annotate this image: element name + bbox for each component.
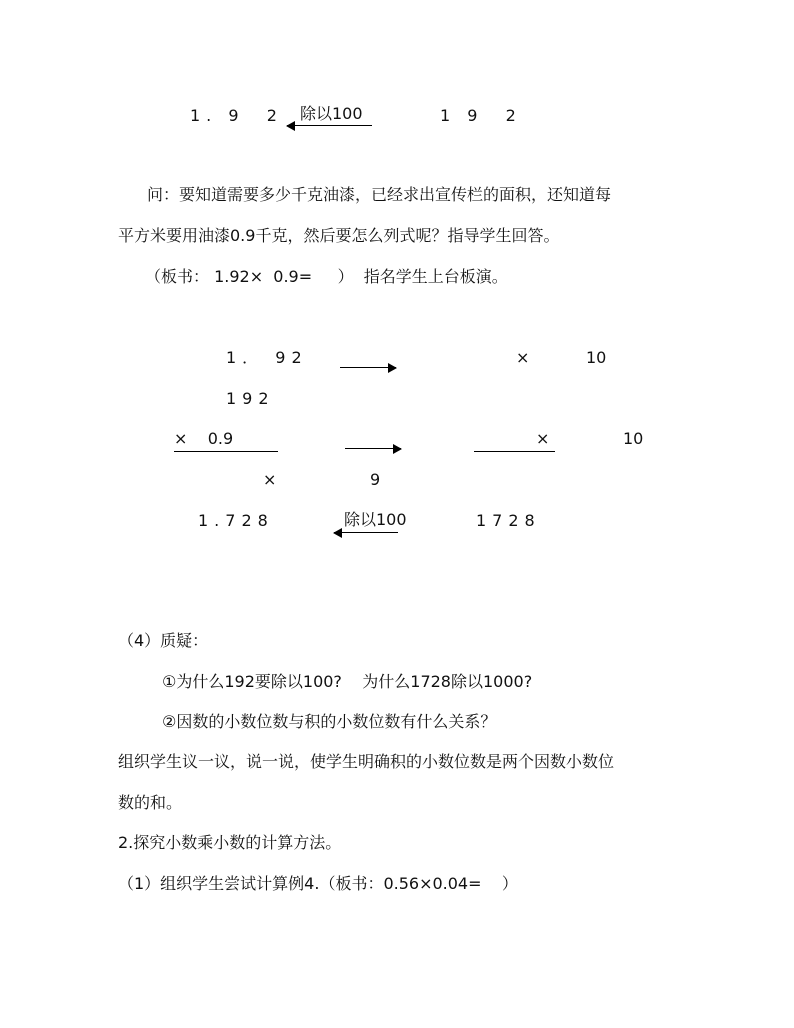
example-4-item: （1）组织学生尝试计算例4.（板书：0.56×0.04= ） xyxy=(118,874,518,893)
multiplier-10-b: 10 xyxy=(623,429,644,448)
multiplier-9: 9 xyxy=(370,470,381,489)
discussion-paragraph-line-1: 组织学生议一议，说一说，使学生明确积的小数位数是两个因数小数位 xyxy=(118,752,615,771)
calc-underline-left xyxy=(174,451,278,452)
times-sign: × xyxy=(536,429,550,448)
factor-1-92-text: 1. 9 2 xyxy=(190,106,283,125)
integer-192-text: 1 9 2 xyxy=(440,106,522,125)
product-1728: 1728 xyxy=(476,511,541,530)
question-1: ①为什么192要除以100? 为什么1728除以1000? xyxy=(162,672,533,691)
product-1-728: 1.728 xyxy=(198,511,274,530)
question-2: ②因数的小数位数与积的小数位数有什么关系？ xyxy=(162,712,497,731)
discussion-paragraph-line-2: 数的和。 xyxy=(118,793,183,812)
multiplier-10-a: 10 xyxy=(586,348,607,367)
right-arrow-icon xyxy=(345,443,401,455)
right-arrow-icon xyxy=(340,362,396,374)
left-arrow-icon xyxy=(334,527,398,539)
board-note-1: （板书： 1.92× 0.9= ） 指名学生上台板演。 xyxy=(145,267,508,286)
question-paragraph-line-1: 问：要知道需要多少千克油漆，已经求出宣传栏的面积，还知道每 xyxy=(147,185,612,204)
calc-1-92: 1． 92 xyxy=(226,348,308,367)
times-sign: × xyxy=(263,470,277,489)
question-heading: （4）质疑： xyxy=(118,631,209,650)
question-paragraph-line-2: 平方米要用油漆0.9千克，然后要怎么列式呢？指导学生回答。 xyxy=(118,226,560,245)
times-sign: × xyxy=(516,348,530,367)
calc-underline-right xyxy=(474,451,555,452)
calc-192: 192 xyxy=(226,389,275,408)
calc-times-0-9: × 0.9 xyxy=(174,429,234,448)
left-arrow-icon xyxy=(287,120,372,132)
divide-by-100-label: 除以100 xyxy=(300,104,363,123)
divide-by-100-label: 除以100 xyxy=(344,510,407,529)
section-heading-2: 2.探究小数乘小数的计算方法。 xyxy=(118,833,342,852)
